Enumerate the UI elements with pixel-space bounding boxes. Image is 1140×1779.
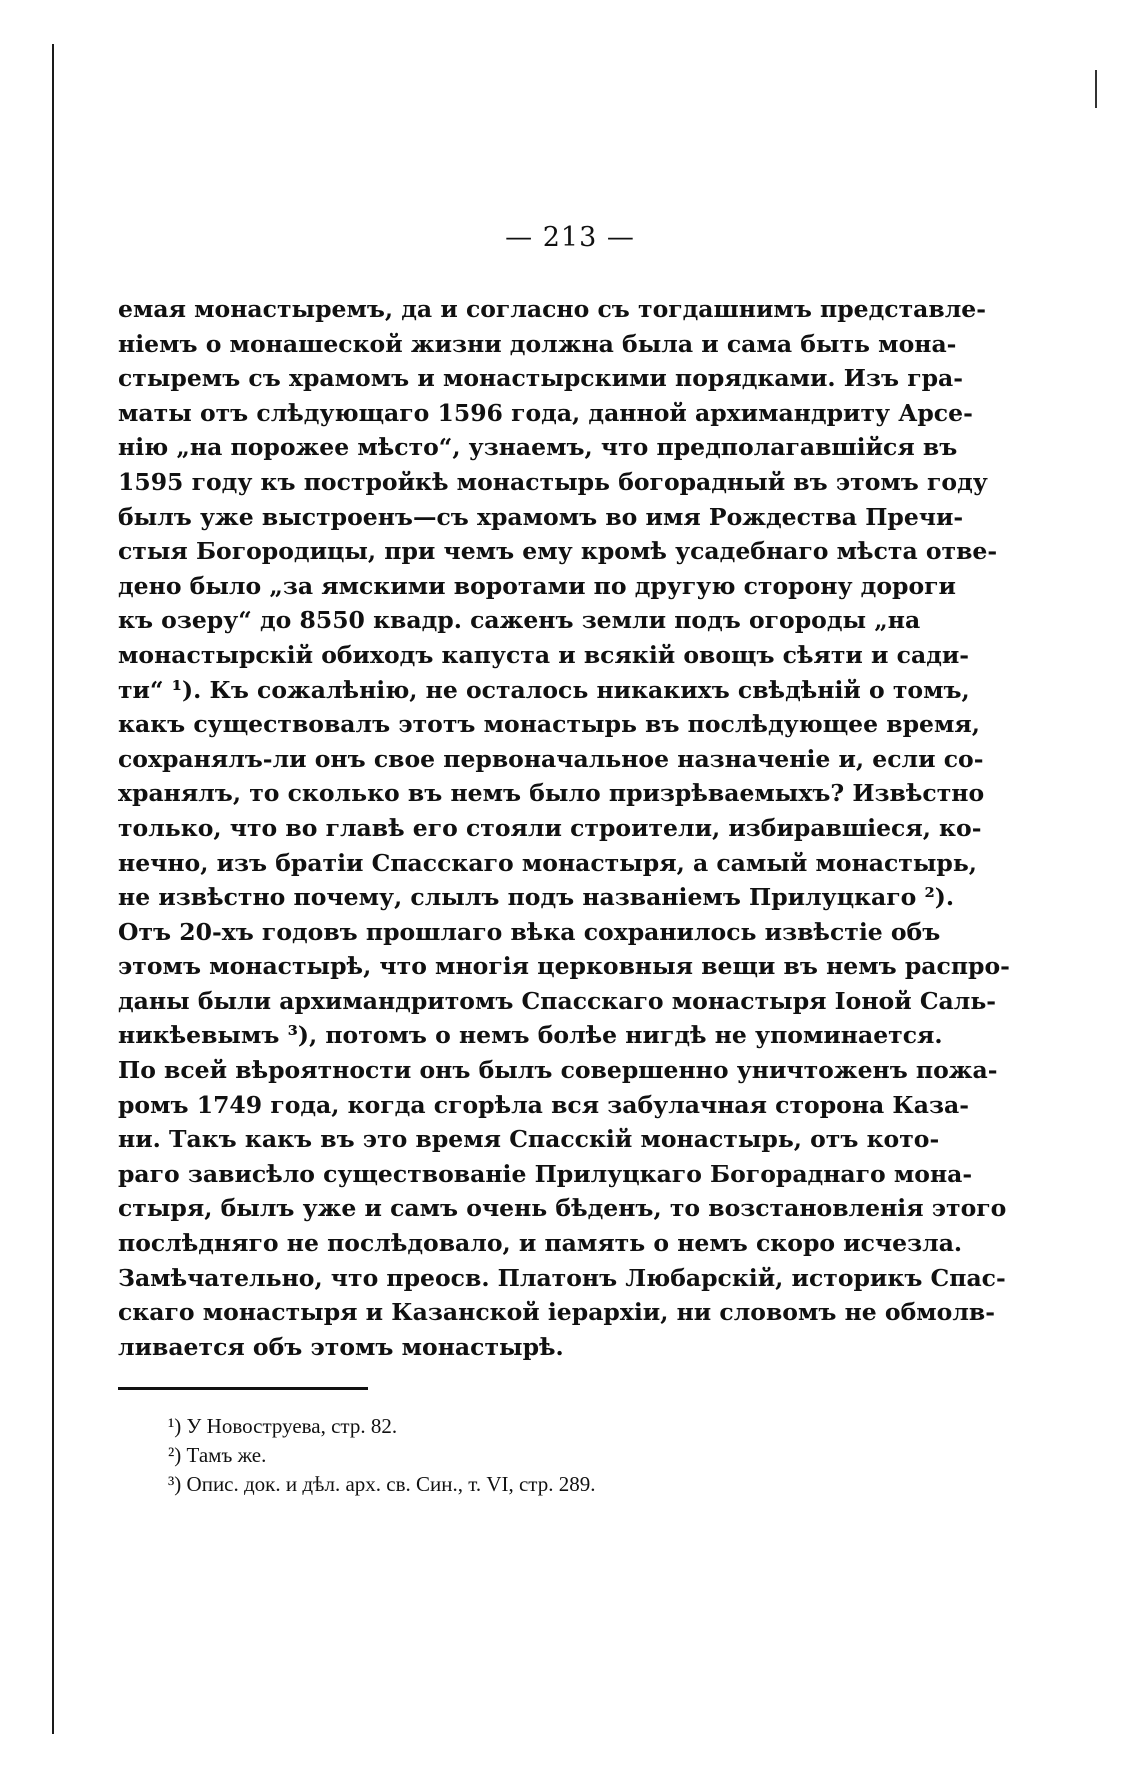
footnote-2: ²) Тамъ же.: [168, 1443, 267, 1467]
page-edge-rule-left: [52, 44, 54, 1734]
page-number: — 213 —: [505, 222, 635, 253]
text-line: нечно, изъ братіи Спасскаго монастыря, а самый монастырь,: [118, 848, 977, 877]
text-line: даны были архимандритомъ Спасскаго монастыря Іоной Саль-: [118, 986, 997, 1015]
text-line: дено было „за ямскими воротами по другую сторону дороги: [118, 571, 956, 600]
text-line: не извѣстно почему, слылъ подъ названіемъ Прилуцкаго ²).: [118, 883, 955, 912]
text-line: ти“ ¹). Къ сожалѣнію, не осталось никакихъ свѣдѣній о томъ,: [118, 675, 970, 704]
text-line-last: ливается объ этомъ монастырѣ.: [118, 1332, 564, 1361]
text-line: къ озеру“ до 8550 квадр. саженъ земли подъ огороды „на: [118, 606, 921, 635]
page-edge-rule-right: [1095, 70, 1097, 108]
text-line: былъ уже выстроенъ—съ храмомъ во имя Рождества Пречи-: [118, 502, 964, 531]
text-line: монастырскій обиходъ капуста и всякій овощъ сѣяти и сади-: [118, 640, 970, 669]
footnotes: [168, 1412, 868, 1499]
text-line: раго зависѣло существованіе Прилуцкаго Богораднаго мона-: [118, 1159, 973, 1188]
body-text: [118, 292, 1010, 1364]
text-line: Замѣчательно, что преосв. Платонъ Любарскій, историкъ Спас-: [118, 1263, 1006, 1292]
text-line: нію „на порожее мѣсто“, узнаемъ, что предполагавшійся въ: [118, 433, 958, 462]
text-line: послѣдняго не послѣдовало, и память о немъ скоро исчезла.: [118, 1229, 963, 1258]
footnote-1: ¹) У Новоструева, стр. 82.: [168, 1414, 398, 1438]
text-line: ромъ 1749 года, когда сгорѣла вся забулачная сторона Каза-: [118, 1090, 970, 1119]
text-line: емая монастыремъ, да и согласно съ тогдашнимъ представле-: [118, 295, 986, 323]
text-line: По всей вѣроятности онъ былъ совершенно уничтоженъ пожа-: [118, 1056, 998, 1085]
text-line: только, что во главѣ его стояли строители, избиравшіеся, ко-: [118, 813, 982, 842]
text-line: 1595 году къ постройкѣ монастырь богорадный въ этомъ году: [118, 467, 988, 496]
text-line: Отъ 20-хъ годовъ прошлаго вѣка сохранилось извѣстіе объ: [118, 917, 941, 946]
text-line: стыя Богородицы, при чемъ ему кромѣ усадебнаго мѣста отве-: [118, 537, 998, 566]
footnote-separator: [118, 1387, 368, 1390]
text-line: ніемъ о монашеской жизни должна была и сама быть мона-: [118, 329, 957, 358]
text-line: сохранялъ-ли онъ свое первоначальное назначеніе и, если со-: [118, 744, 984, 773]
text-line: хранялъ, то сколько въ немъ было призрѣваемыхъ? Извѣстно: [118, 779, 985, 808]
footnote-3: ³) Опис. док. и дѣл. арх. св. Син., т. VI, стр. 289.: [168, 1472, 596, 1496]
text-line: ни. Такъ какъ въ это время Спасскій монастырь, отъ кото-: [118, 1125, 940, 1154]
text-line: этомъ монастырѣ, что многія церковныя вещи въ немъ распро-: [118, 952, 1010, 981]
text-line: скаго монастыря и Казанской іерархіи, ни словомъ не обмолв-: [118, 1298, 995, 1327]
text-line: какъ существовалъ этотъ монастырь въ послѣдующее время,: [118, 710, 980, 739]
text-line: стыремъ съ храмомъ и монастырскими порядками. Изъ гра-: [118, 364, 964, 393]
text-line: маты отъ слѣдующаго 1596 года, данной архимандриту Арсе-: [118, 398, 973, 427]
text-line: стыря, былъ уже и самъ очень бѣденъ, то возстановленія этого: [118, 1194, 1007, 1223]
text-line: никѣевымъ ³), потомъ о немъ болѣе нигдѣ не упоминается.: [118, 1021, 943, 1050]
